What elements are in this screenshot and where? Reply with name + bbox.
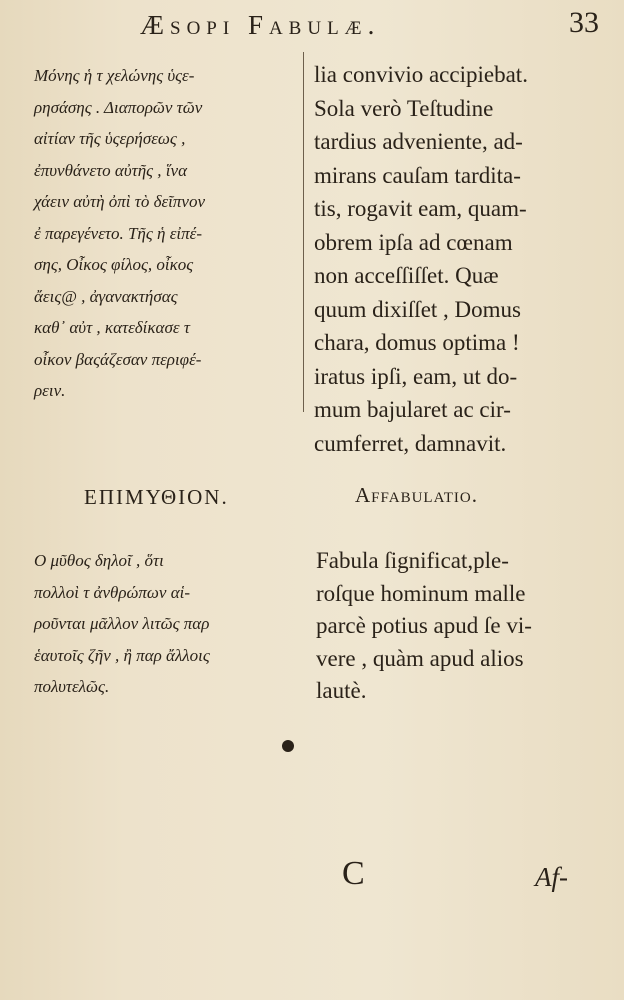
- latin-line: mirans cauſam tardita-: [314, 162, 521, 188]
- latin-fable-column: [314, 58, 594, 460]
- greek-line: καθ᾽ αὐτ , κατεδίκασε τ: [34, 318, 190, 337]
- greek-line: ρειν.: [34, 381, 66, 400]
- latin-moral-line: roſque hominum malle: [316, 580, 526, 606]
- greek-line: Μόνης ἡ τ χελώνης ὑςε-: [34, 66, 195, 85]
- greek-moral-line: Ο μῦθος δηλοῖ , ὅτι: [34, 551, 164, 570]
- catchword: Af-: [535, 862, 568, 892]
- latin-line: tardius adveniente, ad-: [314, 129, 523, 154]
- greek-line: αἰτίαν τῆς ὑςερήσεως ,: [34, 129, 186, 148]
- signature-mark: C: [342, 855, 365, 892]
- greek-line: σης, Οἶκος φίλος, οἶκος: [34, 255, 194, 274]
- greek-line: ρησάσης . Διαπορῶν τῶν: [34, 97, 203, 117]
- latin-line: iratus ipſi, eam, ut do-: [314, 363, 518, 389]
- latin-moral-line: vere , quàm apud alios: [316, 645, 524, 671]
- latin-line: tis, rogavit eam, quam-: [314, 196, 527, 221]
- greek-line: ἐπυνθάνετο αὐτῆς , ἵνα: [34, 160, 187, 180]
- running-title: Æsopi Fabulæ.: [140, 10, 381, 40]
- greek-line: ἐ παρεγένετο. Τῆς ἡ εἰπέ-: [34, 223, 202, 243]
- latin-line: non acceſſiſſet. Quæ: [314, 263, 499, 288]
- latin-line: lia convivio accipiebat.: [314, 62, 528, 87]
- latin-line: mum bajularet ac cir-: [314, 397, 511, 422]
- greek-moral-line: ἑαυτοῖς ζῆν , ἢ παρ ἄλλοις: [34, 645, 210, 665]
- greek-line: χάειν αὐτὴ ὀπὶ τὸ δεῖπνον: [34, 192, 206, 211]
- greek-moral-line: ροῦνται μᾶλλον λιτῶς παρ: [34, 614, 210, 633]
- latin-line: quum dixiſſet , Domus: [314, 296, 521, 322]
- latin-line: cumferret, damnavit.: [314, 430, 507, 456]
- greek-moral-column: [34, 545, 296, 703]
- greek-line: ἄεις@ , ἀγανακτήσας: [34, 286, 178, 306]
- latin-line: Sola verò Teſtudine: [314, 95, 494, 121]
- latin-moral-line: parcè potius apud ſe vi-: [316, 613, 532, 638]
- greek-moral-line: πολλοὶ τ ἀνθρώπων αἱ-: [34, 582, 191, 602]
- ornament-dot: [282, 740, 294, 752]
- latin-moral-line: lautè.: [316, 678, 367, 703]
- latin-moral-heading: Affabulatio.: [355, 483, 478, 507]
- greek-moral-line: πολυτελῶς.: [34, 677, 110, 696]
- greek-line: οἶκον βαςάζεσαν περιφέ-: [34, 349, 202, 369]
- page-number: 33: [569, 6, 599, 39]
- latin-moral-column: [316, 545, 591, 708]
- greek-fable-column: [34, 60, 294, 407]
- latin-line: chara, domus optima !: [314, 330, 520, 355]
- latin-line: obrem ipſa ad cœnam: [314, 229, 513, 255]
- greek-moral-heading: ΕΠΙΜΥΘΙΟΝ.: [84, 485, 229, 509]
- running-header: [140, 6, 604, 46]
- latin-moral-line: Fabula ſignificat,ple-: [316, 548, 509, 573]
- column-divider: [303, 52, 304, 412]
